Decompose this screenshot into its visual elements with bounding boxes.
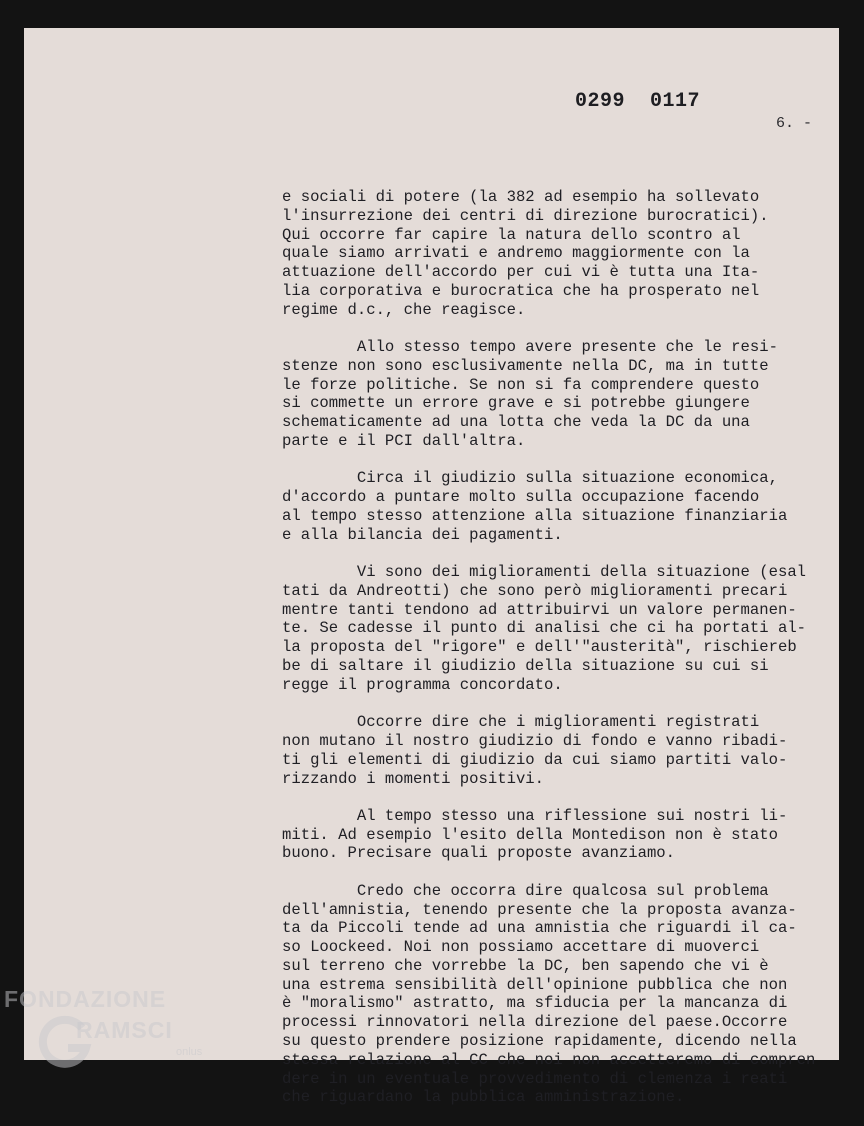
text-line: d'accordo a puntare molto sulla occupazione facendo (282, 488, 760, 507)
page-number: 6. - (776, 115, 813, 132)
text-line: Al tempo stesso una riflessione sui nostri li- (282, 806, 788, 825)
text-line: regime d.c., che reagisce. (282, 300, 526, 319)
text-line: tati da Andreotti) che sono però miglioramenti precari (282, 581, 788, 600)
text-line: non mutano il nostro giudizio di fondo e vanno ribadi- (282, 731, 788, 750)
text-line: lia corporativa e burocratica che ha prosperato nel (282, 281, 760, 300)
text-line: mentre tanti tendono ad attribuirvi un valore permanen- (282, 600, 797, 619)
text-line: l'insurrezione dei centri di direzione burocratici). (282, 206, 769, 225)
text-line: su questo prendere posizione rapidamente, dicendo nella (282, 1032, 797, 1051)
document-page (24, 28, 839, 1107)
text-line: so Loockeed. Noi non possiamo accettare di muoverci (282, 938, 760, 957)
text-line: schematicamente ad una lotta che veda la DC da una (282, 413, 750, 432)
text-line: be di saltare il giudizio della situazione su cui si (282, 657, 769, 676)
text-line: stessa relazione al CC che noi non accetteremo di compren (282, 1050, 816, 1069)
text-line: è "moralismo" astratto, ma sfiducia per la mancanza di (282, 994, 788, 1013)
text-line: miti. Ad esempio l'esito della Montedison non è stato (282, 825, 778, 844)
text-line: una estrema sensibilità dell'opinione pubblica che non (282, 975, 788, 994)
body-text (282, 188, 842, 1126)
text-line: quale siamo arrivati e andremo maggiormente con la (282, 244, 750, 263)
text-line: rizzando i momenti positivi. (282, 769, 545, 788)
text-line: al tempo stesso attenzione alla situazione finanziaria (282, 506, 788, 525)
paragraph (282, 338, 842, 451)
paragraph (282, 807, 842, 863)
text-line: regge il programma concordato. (282, 675, 563, 694)
text-line: parte e il PCI dall'altra. (282, 432, 526, 451)
text-line: processi rinnovatori nella direzione del paese.Occorre (282, 1013, 788, 1032)
archive-stamp: 0299 0117 (575, 90, 701, 113)
text-line: si commette un errore grave e si potrebbe giungere (282, 394, 750, 413)
text-line: e alla bilancia dei pagamenti. (282, 525, 563, 544)
watermark-onlus: onlus (176, 1046, 203, 1058)
text-line: stenze non sono esclusivamente nella DC, ma in tutte (282, 356, 769, 375)
text-line: Vi sono dei miglioramenti della situazione (esal (282, 563, 807, 582)
text-line: sul terreno che vorrebbe la DC, ben sapendo che vi è (282, 956, 769, 975)
text-line: Circa il giudizio sulla situazione economica, (282, 469, 778, 488)
paragraph (282, 469, 842, 544)
paragraph (282, 563, 842, 695)
text-line: Qui occorre far capire la natura dello scontro al (282, 225, 741, 244)
text-line: le forze politiche. Se non si fa comprendere questo (282, 375, 760, 394)
text-line: buono. Precisare quali proposte avanziamo. (282, 844, 676, 863)
text-line: Occorre dire che i miglioramenti registrati (282, 713, 760, 732)
text-line: dere in un eventuale provvedimento di clemenza i reati (282, 1069, 788, 1088)
text-line: la proposta del "rigore" e dell'"austerità", rischiereb (282, 638, 797, 657)
text-line: che riguardano la pubblica amministrazione. (282, 1088, 685, 1107)
watermark-line1: FONDAZIONE (4, 986, 167, 1012)
text-line: Allo stesso tempo avere presente che le resi- (282, 338, 778, 357)
paragraph (282, 882, 842, 1108)
text-line: ta da Piccoli tende ad una amnistia che riguardi il ca- (282, 919, 797, 938)
text-line: te. Se cadesse il punto di analisi che ci ha portati al- (282, 619, 807, 638)
paragraph (282, 713, 842, 788)
watermark-line2: RAMSCI (76, 1017, 173, 1043)
text-line: Credo che occorra dire qualcosa sul problema (282, 881, 769, 900)
text-line: e sociali di potere (la 382 ad esempio ha sollevato (282, 188, 760, 206)
text-line: attuazione dell'accordo per cui vi è tutta una Ita- (282, 263, 760, 282)
paragraph (282, 188, 842, 320)
text-line: dell'amnistia, tenendo presente che la proposta avanza- (282, 900, 797, 919)
text-line: ti gli elementi di giudizio da cui siamo partiti valo- (282, 750, 788, 769)
